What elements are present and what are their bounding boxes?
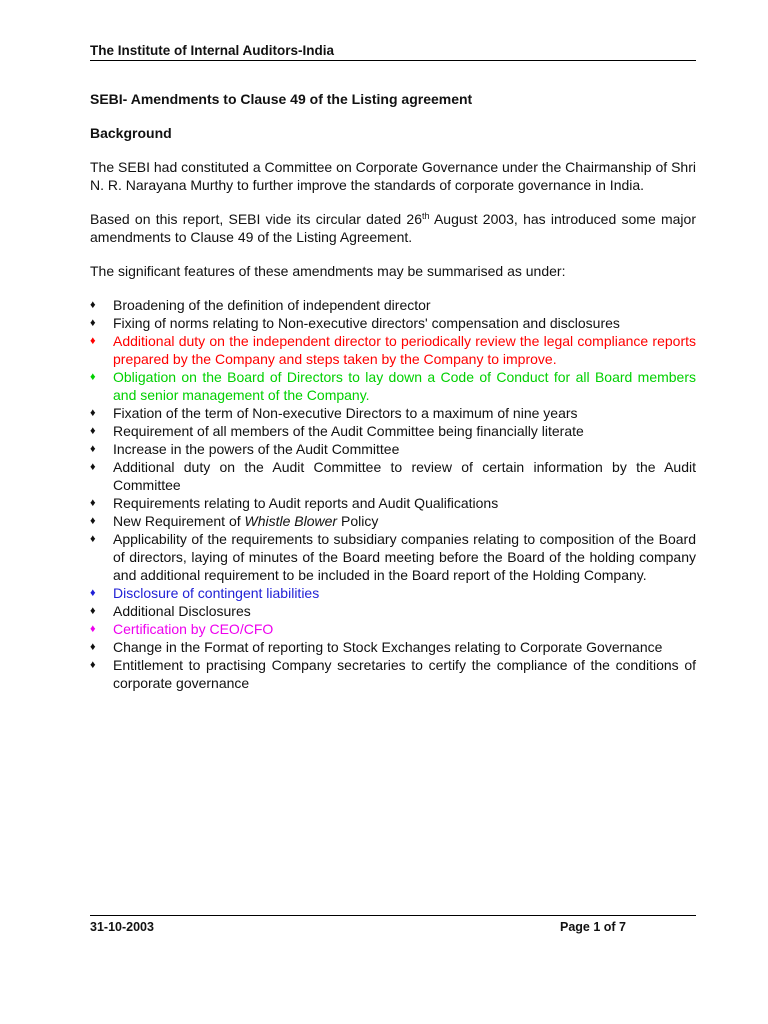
list-item <box>90 440 696 458</box>
list-item-text-end: Policy <box>337 513 379 529</box>
list-item <box>90 620 696 638</box>
list-item-text: Change in the Format of reporting to Stock Exchanges relating to Corporate Governance <box>113 639 663 655</box>
list-item <box>90 656 696 692</box>
list-item-text: Certification by CEO/CFO <box>113 621 274 637</box>
list-item-text: Increase in the powers of the Audit Committee <box>113 441 400 457</box>
list-item-text: Additional Disclosures <box>113 603 251 619</box>
list-item-text: Additional duty on the independent director to periodically review the legal compliance reports prepared by the Company and steps taken by the Company to improve. <box>113 333 696 367</box>
diamond-bullet-icon: ♦ <box>90 533 96 545</box>
footer-date: 31-10-2003 <box>90 920 154 934</box>
diamond-bullet-icon: ♦ <box>90 443 96 455</box>
list-item <box>90 368 696 404</box>
date-superscript: th <box>421 211 430 221</box>
diamond-bullet-icon: ♦ <box>90 587 96 599</box>
diamond-bullet-icon: ♦ <box>90 605 96 617</box>
list-item-text: Obligation on the Board of Directors to lay down a Code of Conduct for all Board members and senior management of the Company. <box>113 369 696 403</box>
diamond-bullet-icon: ♦ <box>90 497 96 509</box>
list-item <box>90 458 696 494</box>
paragraph-circular-end: August 2003, has introduced some major amendments to Clause 49 of the Listing Agreement. <box>90 211 696 245</box>
list-item <box>90 512 696 530</box>
paragraph-circular-start: Based on this report, SEBI vide its circular dated 26 <box>90 211 422 227</box>
list-item <box>90 296 696 314</box>
list-item <box>90 530 696 584</box>
list-item <box>90 332 696 368</box>
diamond-bullet-icon: ♦ <box>90 461 96 473</box>
page-footer <box>90 915 696 934</box>
diamond-bullet-icon: ♦ <box>90 299 96 311</box>
list-item-text-italic: Whistle Blower <box>244 513 338 529</box>
list-item <box>90 314 696 332</box>
header-org-name: The Institute of Internal Auditors-India <box>90 43 334 58</box>
diamond-bullet-icon: ♦ <box>90 425 96 437</box>
list-item-text: Entitlement to practising Company secretaries to certify the compliance of the conditions of corporate governance <box>113 657 696 691</box>
list-item-text: Applicability of the requirements to subsidiary companies relating to composition of the Board of directors, laying of minutes of the Board meeting before the Board of the holding company and additional requirement to be included in the Board report of the Holding Company. <box>113 531 696 583</box>
document-body <box>90 90 696 692</box>
diamond-bullet-icon: ♦ <box>90 641 96 653</box>
diamond-bullet-icon: ♦ <box>90 407 96 419</box>
diamond-bullet-icon: ♦ <box>90 335 96 347</box>
list-item <box>90 638 696 656</box>
page-header <box>90 43 696 61</box>
diamond-bullet-icon: ♦ <box>90 659 96 671</box>
document-title: SEBI- Amendments to Clause 49 of the Listing agreement <box>90 91 473 107</box>
list-item-text: Requirements relating to Audit reports and Audit Qualifications <box>113 495 499 511</box>
list-item <box>90 602 696 620</box>
list-item-text: Fixing of norms relating to Non-executive directors' compensation and disclosures <box>113 315 620 331</box>
list-item-text: Disclosure of contingent liabilities <box>113 585 320 601</box>
section-heading: Background <box>90 125 172 141</box>
diamond-bullet-icon: ♦ <box>90 623 96 635</box>
paragraph-circular <box>90 210 696 246</box>
list-item-text: Fixation of the term of Non-executive Directors to a maximum of nine years <box>113 405 578 421</box>
diamond-bullet-icon: ♦ <box>90 317 96 329</box>
list-item <box>90 422 696 440</box>
list-item-text-start: New Requirement of <box>113 513 245 529</box>
diamond-bullet-icon: ♦ <box>90 515 96 527</box>
diamond-bullet-icon: ♦ <box>90 371 96 383</box>
list-item-text: Additional duty on the Audit Committee to review of certain information by the Audit Committee <box>113 459 696 493</box>
page-number: Page 1 of 7 <box>560 920 626 934</box>
list-item-text: Requirement of all members of the Audit Committee being financially literate <box>113 423 584 439</box>
features-list <box>90 296 696 692</box>
list-item-text: Broadening of the definition of independent director <box>113 297 431 313</box>
list-item <box>90 404 696 422</box>
list-item <box>90 494 696 512</box>
paragraph-summary-intro: The significant features of these amendments may be summarised as under: <box>90 263 566 279</box>
paragraph-committee: The SEBI had constituted a Committee on Corporate Governance under the Chairmanship of Shri N. R. Narayana Murthy to further improve the standards of corporate governance in India. <box>90 159 696 193</box>
list-item <box>90 584 696 602</box>
